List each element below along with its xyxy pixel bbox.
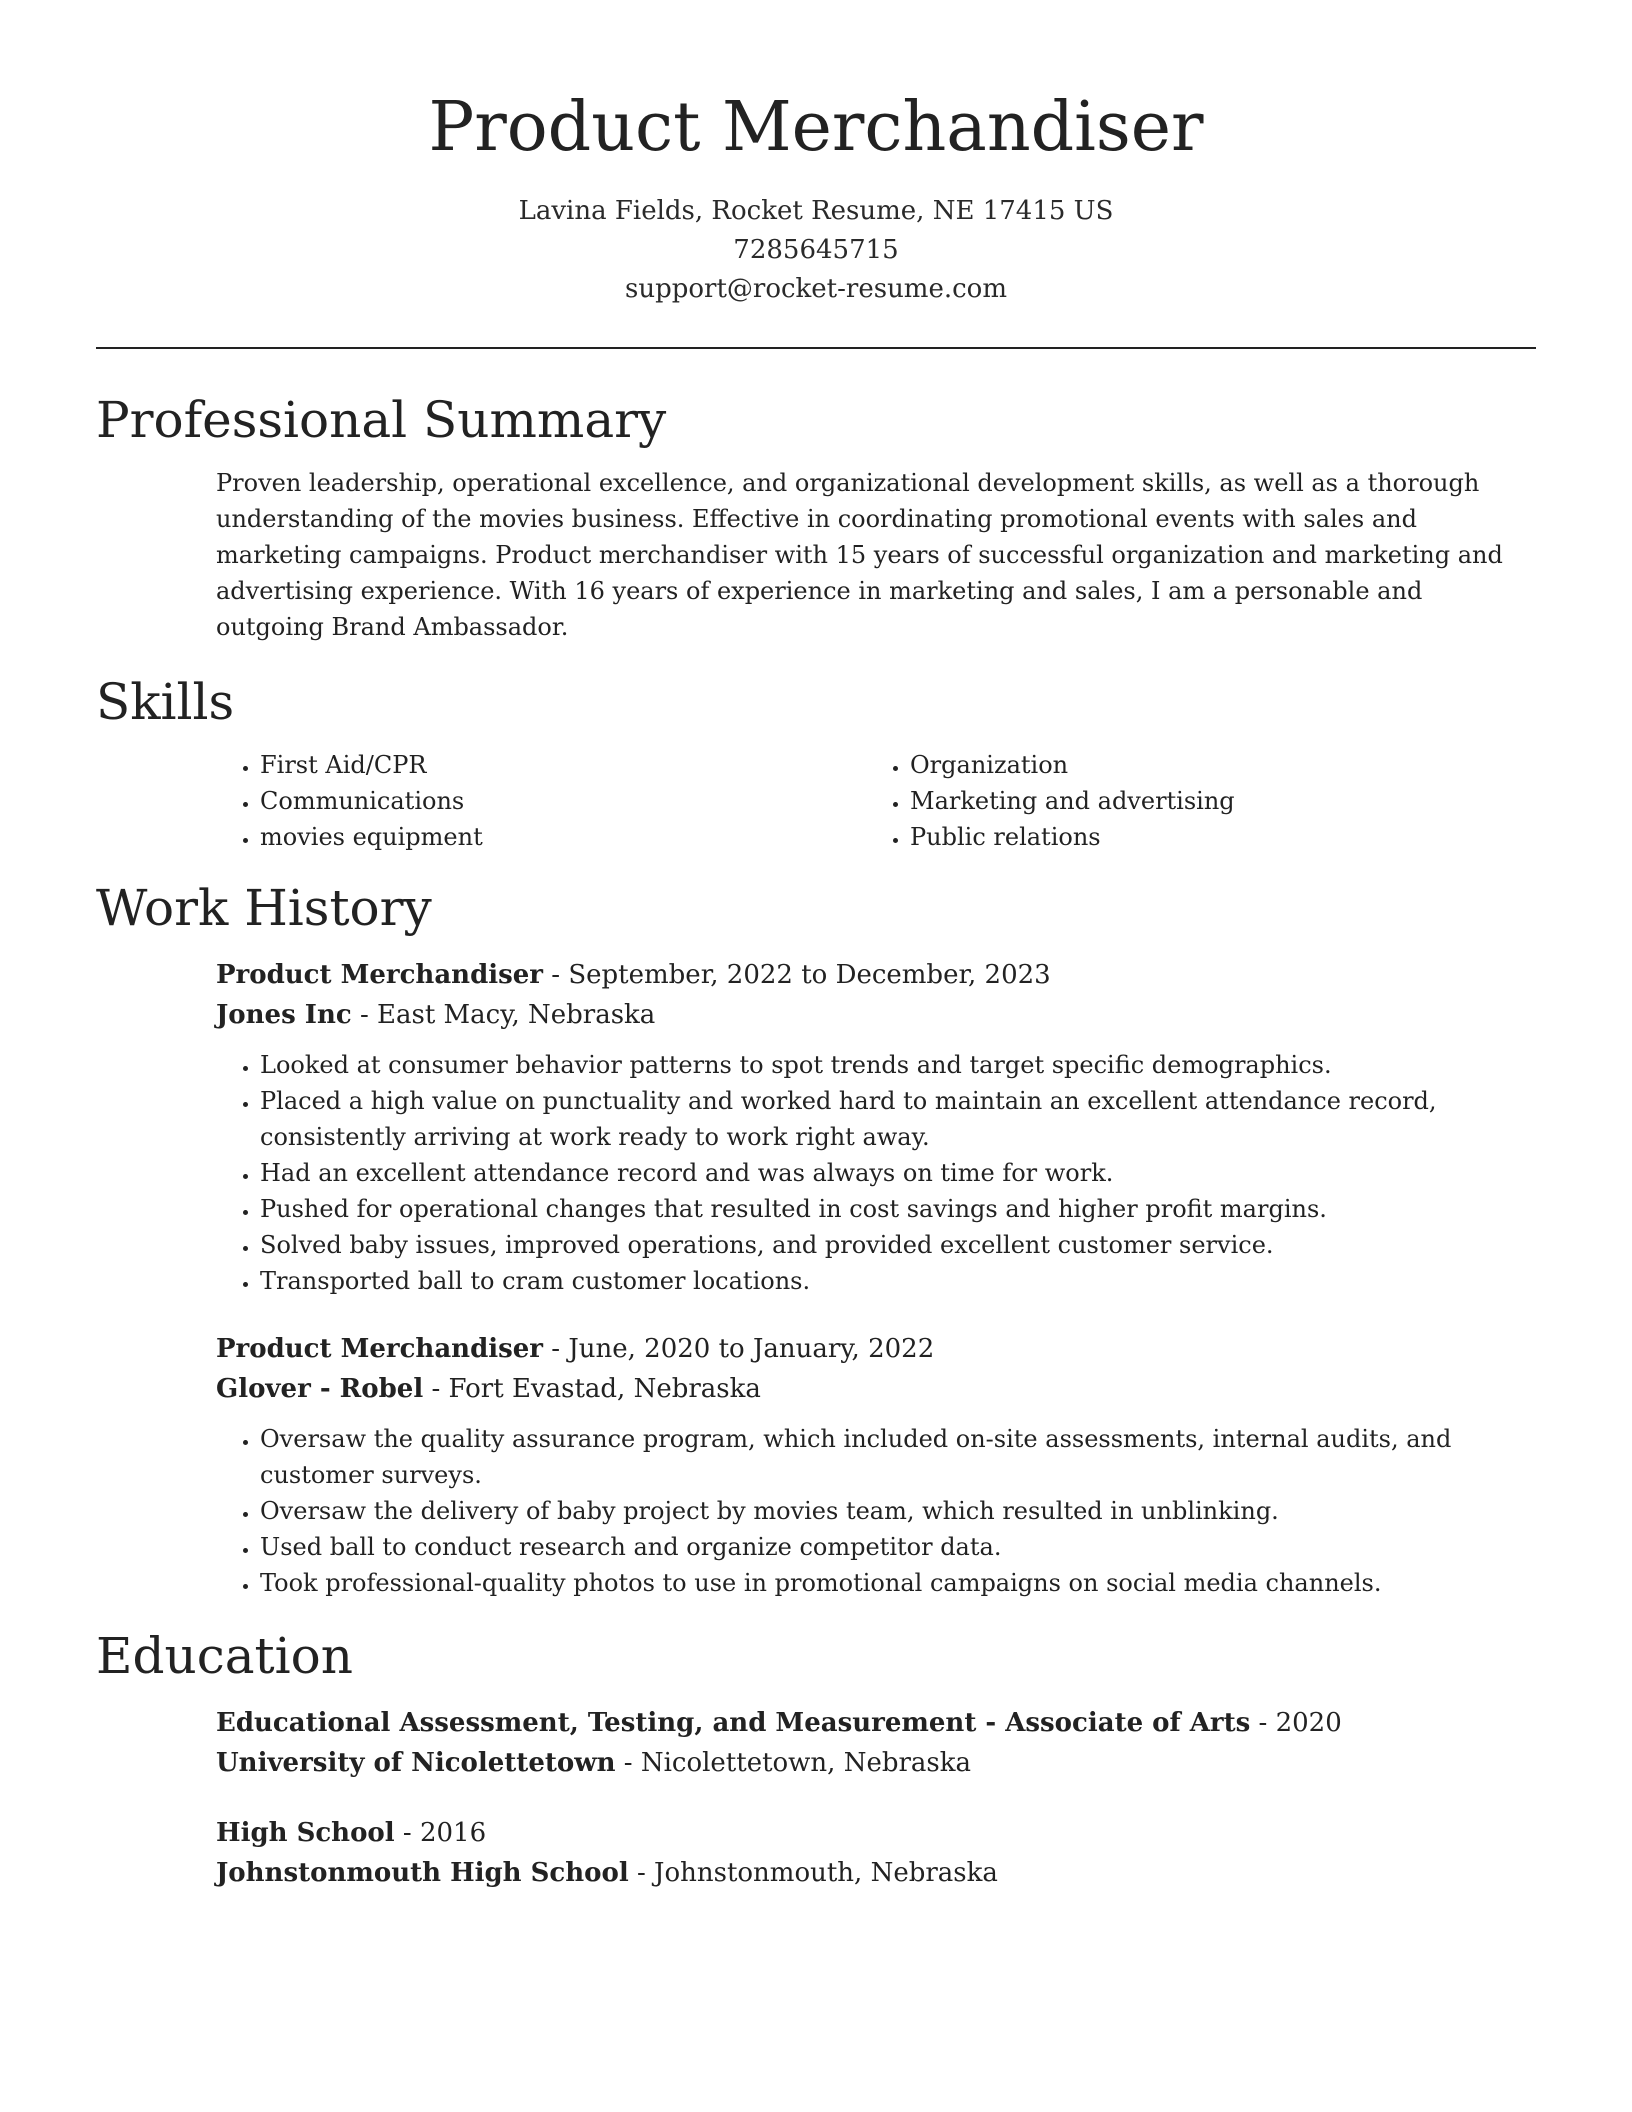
job-bullets <box>216 1047 1536 1299</box>
job-title-line <box>216 1329 1536 1369</box>
job-bullet: • Placed a high value on punctuality and worked hard to maintain an excellent attendance record, consistently arriving at work ready to work right away. <box>260 1083 1536 1155</box>
skill-item: • Communications <box>260 783 866 819</box>
work-history-heading: Work History <box>96 879 432 937</box>
skills-column-left <box>216 747 866 855</box>
education-school: University of Nicolettetown <box>216 1748 616 1778</box>
education-school-line <box>216 1853 1536 1893</box>
job-bullet: • Oversaw the delivery of baby project by movies team, which resulted in unblinking. <box>260 1493 1536 1529</box>
summary-text: Proven leadership, operational excellence, and organizational development skills, as well as a thorough understanding of the movies business. Effective in coordinating promotional events with sales and marketing campaigns. Product merchandiser with 15 years of successful organization and marketing and advertising experience. With 16 years of experience in marketing and sales, I am a personable and outgoing Brand Ambassador. <box>216 469 1503 641</box>
job-bullet: • Took professional-quality photos to use in promotional campaigns on social media channels. <box>260 1565 1536 1601</box>
skills-heading: Skills <box>96 673 235 731</box>
skill-item: • Marketing and advertising <box>910 783 1516 819</box>
contact-address: Lavina Fields, Rocket Resume, NE 17415 US <box>518 196 1114 226</box>
skill-item: • Organization <box>910 747 1516 783</box>
job-location: - Fort Evastad, Nebraska <box>423 1374 761 1404</box>
job-bullet: • Looked at consumer behavior patterns to spot trends and target specific demographics. <box>260 1047 1536 1083</box>
education-degree-line <box>216 1703 1536 1743</box>
job-role: Product Merchandiser <box>216 1334 544 1364</box>
job-entry <box>216 1329 1536 1601</box>
contact-phone: 7285645715 <box>733 235 899 265</box>
job-bullets <box>216 1421 1536 1601</box>
resume-header <box>96 0 1536 309</box>
skills-column-right <box>866 747 1516 855</box>
job-company-line <box>216 995 1536 1035</box>
job-dates: - September, 2022 to December, 2023 <box>543 960 1051 990</box>
skill-item: • First Aid/CPR <box>260 747 866 783</box>
job-entry <box>216 955 1536 1299</box>
education-entry <box>216 1813 1536 1893</box>
education-school: Johnstonmouth High School <box>216 1858 629 1888</box>
job-company: Glover - Robel <box>216 1374 424 1404</box>
job-bullet: • Pushed for operational changes that resulted in cost savings and higher profit margins. <box>260 1191 1536 1227</box>
education-entry <box>216 1703 1536 1783</box>
candidate-name: Product Merchandiser <box>428 88 1204 167</box>
job-bullet: • Solved baby issues, improved operations, and provided excellent customer service. <box>260 1227 1536 1263</box>
job-role: Product Merchandiser <box>216 960 544 990</box>
resume-page <box>96 0 1536 1893</box>
job-title-line <box>216 955 1536 995</box>
job-bullet: • Used ball to conduct research and organize competitor data. <box>260 1529 1536 1565</box>
job-bullet: • Had an excellent attendance record and was always on time for work. <box>260 1155 1536 1191</box>
education-school-line <box>216 1743 1536 1783</box>
job-dates: - June, 2020 to January, 2022 <box>543 1334 935 1364</box>
job-company-line <box>216 1369 1536 1409</box>
job-bullet: • Transported ball to cram customer locations. <box>260 1263 1536 1299</box>
skill-item: • Public relations <box>910 819 1516 855</box>
skill-item: • movies equipment <box>260 819 866 855</box>
education-location: - Johnstonmouth, Nebraska <box>628 1858 998 1888</box>
job-bullet: • Oversaw the quality assurance program, which included on-site assessments, internal audits, and customer surveys. <box>260 1421 1536 1493</box>
summary-heading: Professional Summary <box>96 391 667 449</box>
education-degree-line <box>216 1813 1536 1853</box>
education-year: - 2016 <box>394 1818 487 1848</box>
skills-grid <box>216 747 1536 855</box>
job-location: - East Macy, Nebraska <box>351 1000 656 1030</box>
education-heading: Education <box>96 1627 353 1685</box>
education-degree: High School <box>216 1818 395 1848</box>
education-location: - Nicolettetown, Nebraska <box>615 1748 972 1778</box>
education-degree: Educational Assessment, Testing, and Measurement - Associate of Arts <box>216 1708 1251 1738</box>
contact-email: support@rocket-resume.com <box>624 274 1007 304</box>
education-year: - 2020 <box>1250 1708 1342 1738</box>
job-company: Jones Inc <box>216 1000 352 1030</box>
